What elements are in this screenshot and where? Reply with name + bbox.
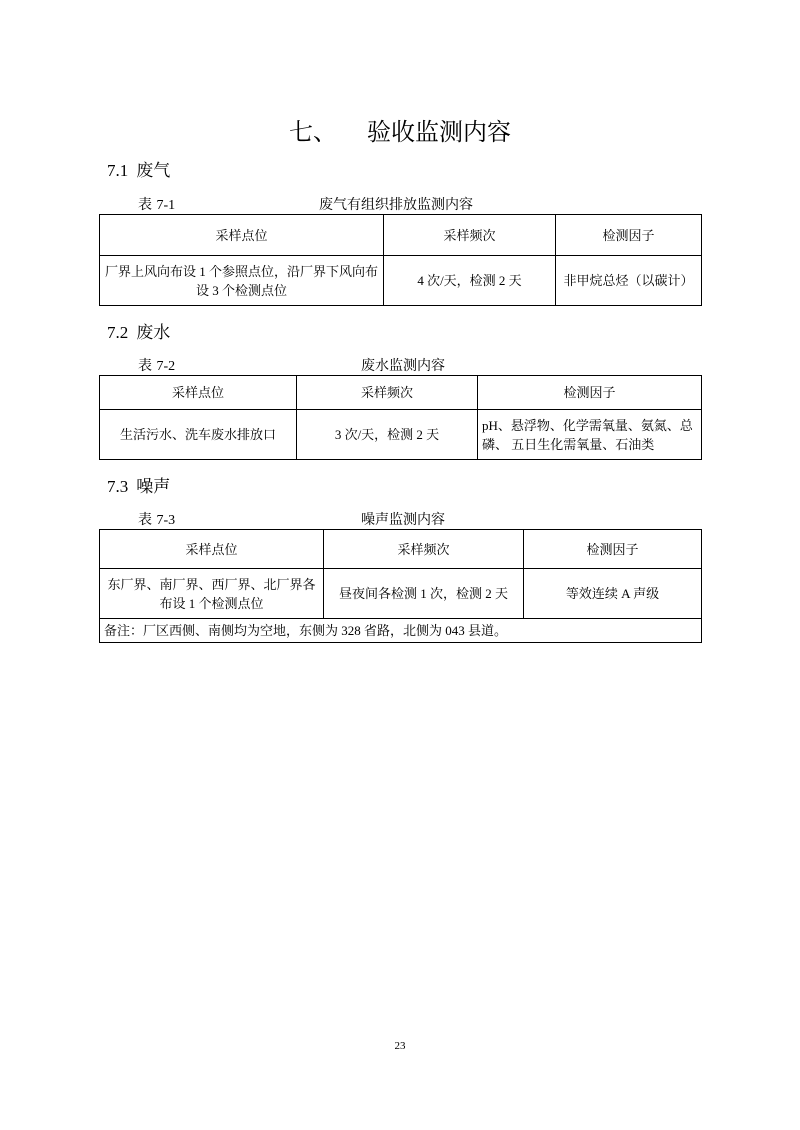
table-caption-label: 表 7-1 <box>138 197 176 213</box>
column-header: 检测因子 <box>524 530 702 569</box>
table-caption-title: 噪声监测内容 <box>361 512 445 528</box>
column-header: 采样点位 <box>100 530 324 569</box>
section-title: 噪声 <box>136 477 171 497</box>
section-heading-noise <box>107 472 170 497</box>
section-heading-wastewater <box>107 318 170 343</box>
table-row <box>100 256 702 306</box>
chapter-heading: 验收监测内容 <box>367 118 511 146</box>
column-header: 采样点位 <box>100 376 297 410</box>
table-cell: 非甲烷总烃（以碳计） <box>556 256 702 306</box>
column-header: 采样点位 <box>100 215 384 256</box>
table-note-row <box>100 619 702 643</box>
section-number: 7.1 <box>107 161 129 180</box>
table-caption-title: 废水监测内容 <box>361 358 445 374</box>
column-header: 采样频次 <box>297 376 478 410</box>
table-cell: pH、悬浮物、化学需氧量、氨氮、总磷、 五日生化需氧量、石油类 <box>478 410 702 460</box>
table-cell: 3 次/天，检测 2 天 <box>297 410 478 460</box>
table-cell: 东厂界、南厂界、西厂界、北厂界各布设 1 个检测点位 <box>100 569 324 619</box>
page-number: 23 <box>394 1040 406 1052</box>
table-row <box>100 569 702 619</box>
table-header-row <box>100 215 702 256</box>
column-header: 采样频次 <box>384 215 556 256</box>
column-header: 检测因子 <box>556 215 702 256</box>
table-cell: 4 次/天，检测 2 天 <box>384 256 556 306</box>
table-header-row <box>100 376 702 410</box>
chapter-number: 七、 <box>289 118 337 146</box>
table-cell: 昼夜间各检测 1 次，检测 2 天 <box>324 569 524 619</box>
table-caption-label: 表 7-3 <box>138 512 176 528</box>
section-heading-exhaust-gas <box>107 156 170 181</box>
section-number: 7.3 <box>107 477 129 496</box>
table-cell: 等效连续 A 声级 <box>524 569 702 619</box>
table-caption-label: 表 7-2 <box>138 358 176 374</box>
section-number: 7.2 <box>107 323 129 342</box>
table-row <box>100 410 702 460</box>
column-header: 采样频次 <box>324 530 524 569</box>
table-cell: 厂界上风向布设 1 个参照点位，沿厂界下风向布设 3 个检测点位 <box>100 256 384 306</box>
chapter-title <box>0 112 800 147</box>
column-header: 检测因子 <box>478 376 702 410</box>
table-note: 备注：厂区西侧、南侧均为空地，东侧为 328 省路，北侧为 043 县道。 <box>100 619 702 643</box>
section-title: 废水 <box>136 323 171 343</box>
exhaust-gas-table <box>99 214 702 306</box>
section-title: 废气 <box>136 161 171 181</box>
table-caption-title: 废气有组织排放监测内容 <box>319 197 473 213</box>
wastewater-table <box>99 375 702 460</box>
table-cell: 生活污水、洗车废水排放口 <box>100 410 297 460</box>
noise-table <box>99 529 702 643</box>
table-header-row <box>100 530 702 569</box>
